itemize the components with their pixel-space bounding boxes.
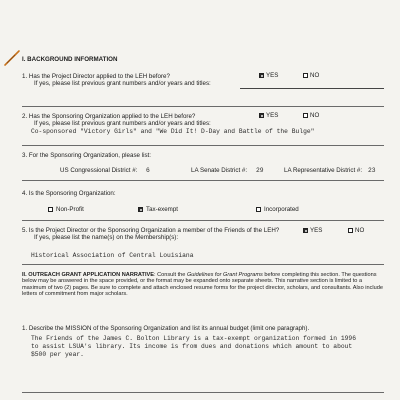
q1-yes-checkbox[interactable]: [259, 73, 264, 78]
q5-yes-checkbox[interactable]: [303, 228, 308, 233]
q1-no-label: NO: [310, 72, 320, 79]
mission-response-line-3: $500 per year.: [31, 351, 84, 358]
rep-district-label: LA Representative District #:: [284, 167, 363, 174]
mission-question: 1. Describe the MISSION of the Sponsoring Organization and list its annual budget (limit one paragraph).: [22, 325, 310, 332]
section-2-intro: II. OUTREACH GRANT APPLICATION NARRATIVE: Consult the Guidelines for Grant Programs before completing this section. The questions below may be answered in the space provided, or the format may be expanded onto separate sheets. This narrative section is limited to a maximum of two (2) pages. Be sure to complete and attach enclosed resume forms for the project director, scholars, and consultants. Also include letters of commitment from major scholars.: [22, 272, 383, 298]
non-profit-label: Non-Profit: [56, 206, 84, 213]
pen-mark-icon: [3, 48, 23, 68]
tax-exempt-checkbox[interactable]: [138, 207, 143, 212]
q1-no-checkbox[interactable]: [303, 73, 308, 78]
non-profit-checkbox[interactable]: [48, 207, 53, 212]
q5-response: Historical Association of Central Louisiana: [31, 252, 194, 259]
q2-label: 2. Has the Sponsoring Organization applied to the LEH before?: [22, 113, 196, 120]
us-district-value: 6: [146, 167, 150, 174]
tax-exempt-label: Tax-exempt: [146, 206, 178, 213]
section-2-title: II. OUTREACH GRANT APPLICATION NARRATIVE: [22, 272, 154, 278]
q5-sub: If yes, please list the name(s) on the Membership(s):: [34, 234, 179, 241]
q5-label: 5. Is the Project Director or the Sponsoring Organization a member of the Friends of the LEH?: [22, 227, 280, 234]
senate-district-value: 29: [256, 167, 264, 174]
q5-no-checkbox[interactable]: [348, 228, 353, 233]
q1-yes-label: YES: [266, 72, 279, 79]
q2-no-checkbox[interactable]: [303, 113, 308, 118]
q2-yes-checkbox[interactable]: [259, 113, 264, 118]
q1-sub: If yes, please list previous grant numbers and/or years and titles:: [34, 80, 211, 87]
incorporated-checkbox[interactable]: [256, 207, 261, 212]
q5-yes-label: YES: [310, 227, 323, 234]
divider: [22, 220, 384, 221]
us-district-label: US Congressional District #:: [60, 167, 138, 174]
divider: [22, 180, 384, 181]
divider: [22, 106, 384, 107]
mission-response-line-2: to assist LSUA's library. Its income is from dues and donations which amount to about: [31, 343, 353, 350]
senate-district-label: LA Senate District #:: [191, 167, 248, 174]
incorporated-label: Incorporated: [264, 206, 299, 213]
section-1-title: I. BACKGROUND INFORMATION: [22, 56, 118, 63]
divider: [22, 145, 384, 146]
q2-yes-label: YES: [266, 112, 279, 119]
rep-district-value: 23: [368, 167, 376, 174]
q2-no-label: NO: [310, 112, 320, 119]
q2-sub: If yes, please list previous grant numbers and/or years and titles:: [34, 120, 211, 127]
q2-response: Co-sponsored "Victory Girls" and "We Did It! D-Day and Battle of the Bulge": [31, 128, 315, 135]
q5-no-label: NO: [355, 227, 365, 234]
q1-answer-line[interactable]: [240, 88, 384, 89]
q1-label: 1. Has the Project Director applied to the LEH before?: [22, 73, 170, 80]
q3-label: 3. For the Sponsoring Organization, please list:: [22, 152, 151, 159]
divider: [22, 264, 384, 265]
mission-response-line-1: The Friends of the James C. Bolton Library is a tax-exempt organization formed in 1996: [31, 335, 356, 342]
divider: [22, 392, 384, 393]
q4-label: 4. Is the Sponsoring Organization:: [22, 190, 116, 197]
